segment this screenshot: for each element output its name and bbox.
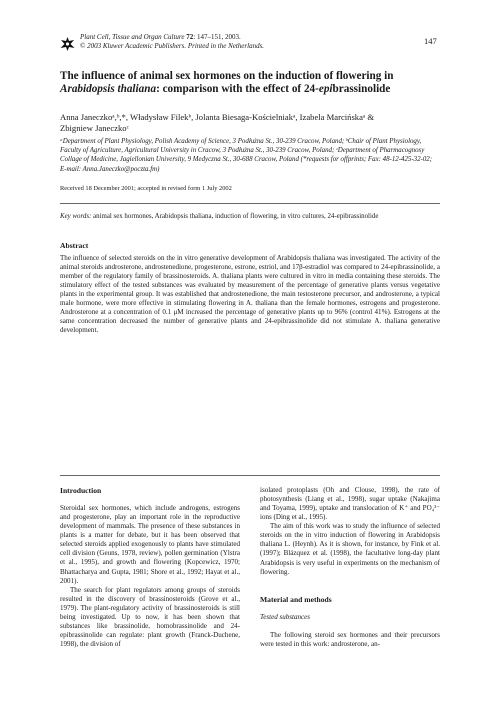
keywords-label: Key words: [60, 213, 92, 220]
methods-heading: Material and methods [260, 594, 332, 604]
authors-line-2: Zbigniew Janeczkoᶜ [60, 123, 129, 133]
right-paragraph-2: The aim of this work was to study the influence of selected steroids on the in vitro induction of flowering in Arabidopsis thaliana L. (Heynh). As it is shown, for instance, by Fink et al. (1997); Blázquez et al. (1998), the facultative long-day plant Arabidopsis is very useful in experiments on the mechanism of flowering. [260, 522, 440, 576]
abstract-text: The influence of selected steroids on the in vitro generative development of Arabidopsis thaliana was investigated. The activity of the animal steroids androsterone, androstenedione, progesterone, estrone, estriol, and 17β-estradiol was compared to 24-epibrassinolide, a member of the regulatory family of brassinosteroids. A. thaliana plants were cultured in vitro in media containing these steroids. The stimulatory effect of the tested substances was evaluated by measurement of the percentage of generative plants versus vegetative plants in the experimental group. It was established that androstenedione, the main testosterone precursor, and androsterone, a typical male hormone, were more effective in stimulating flowering in A. thaliana than the female hormones, estrogens and progesterone. Androsterone at a concentration of 0.1 μM increased the percentage of generative plants up to 96% (control 41%). Estrogens at the same concentration decreased the number of generative plants and 24-epibrassinolide did not stimulate A. thaliana generative development. [60, 254, 440, 334]
right-paragraph-1: isolated protoplasts (Oh and Clouse, 1998), the rate of photosynthesis (Liang et al., 1998), sugar uptake (Nakajima and Toyama, 1999), uptake and translocation of K⁺ and PO₄³⁻ ions (Ding et al., 1995). [260, 486, 440, 522]
author-list [60, 112, 440, 134]
publisher-logo-icon [59, 36, 76, 52]
abstract-heading: Abstract [60, 241, 89, 250]
page-number: 147 [424, 36, 437, 46]
authors-line-1: Anna Janeczkoᵃ,ᵇ,*, Władysław Filekᵇ, Jolanta Biesaga-Kościelniakᵃ, Izabela Marcińskaᵃ & [60, 112, 375, 122]
journal-citation [80, 33, 264, 50]
tested-substances-heading: Tested substances [260, 612, 311, 621]
journal-pages: : 147–151, 2003. [193, 33, 241, 41]
methods-paragraph-1: The following steroid sex hormones and their precursors were tested in this work: androsterone, an- [260, 630, 440, 648]
divider-bottom [60, 475, 440, 476]
divider-top [60, 203, 440, 204]
keywords [60, 212, 440, 221]
copyright-line: © 2003 Kluwer Academic Publishers. Printed in the Netherlands. [80, 41, 265, 50]
intro-paragraph-2: The search for plant regulators among groups of steroids resulted in the discovery of brassinosteroids (Grove et al., 1979). The plant-regulatory activity of brassinosteroids is still being investigated. Up to now, it has been shown that substances like brassinolide, homobrassinolide and 24-epibrassinolide can regulate: plant growth (Franck-Duchene, 1998), the division of [60, 585, 240, 648]
journal-name: Plant Cell, Tissue and Organ Culture [80, 33, 185, 41]
left-column [60, 486, 240, 649]
journal-volume: 72 [186, 33, 194, 41]
title-line-1: The influence of animal sex hormones on the induction of flowering in [60, 70, 394, 82]
introduction-heading: Introduction [60, 486, 102, 495]
received-dates: Received 18 December 2001; accepted in revised form 1 July 2002 [60, 185, 232, 192]
title-line-2: Arabidopsis thaliana: comparison with the effect of 24-epibrassinolide [60, 83, 391, 96]
affiliations: ᵃDepartment of Plant Physiology, Polish Academy of Science, 3 Podłużna St., 30-239 Cracow, Poland; ᵇChair of Plant Physiology, Faculty of Agriculture, Agricultural University in Cracow, 3 Podłużna St., 30-239 Cracow, Poland; ᶜDepartment of Pharmacognosy Collage of Medicine, Jagiellonian University, 9 Medyczna St., 30-688 Cracow, Poland (*requests for offprints; Fax: 48-12-425-32-02; E-mail: Anna.Janeczko@poczta.fm) [60, 138, 433, 173]
intro-paragraph-1: Steroidal sex hormones, which include androgens, estrogens and progesterone, play an important role in the reproductive development of mammals. The presence of these substances in plants is a matter for debate, but it has been observed that selected steroids applied exogenously to plants have stimulated cell division (Geuns, 1978, review), pollen germination (Ylstra et al., 1995), and growth and flowering (Kopcewicz, 1970; Bhattacharya and Gupta, 1981; Shore et al., 1992; Hayat et al., 2001). [60, 504, 240, 585]
keywords-text: animal sex hormones, Arabidopsis thaliana, induction of flowering, in vitro cultures, 24-epibrassinolide [91, 213, 379, 220]
article-title [60, 70, 440, 97]
right-column [260, 486, 440, 649]
